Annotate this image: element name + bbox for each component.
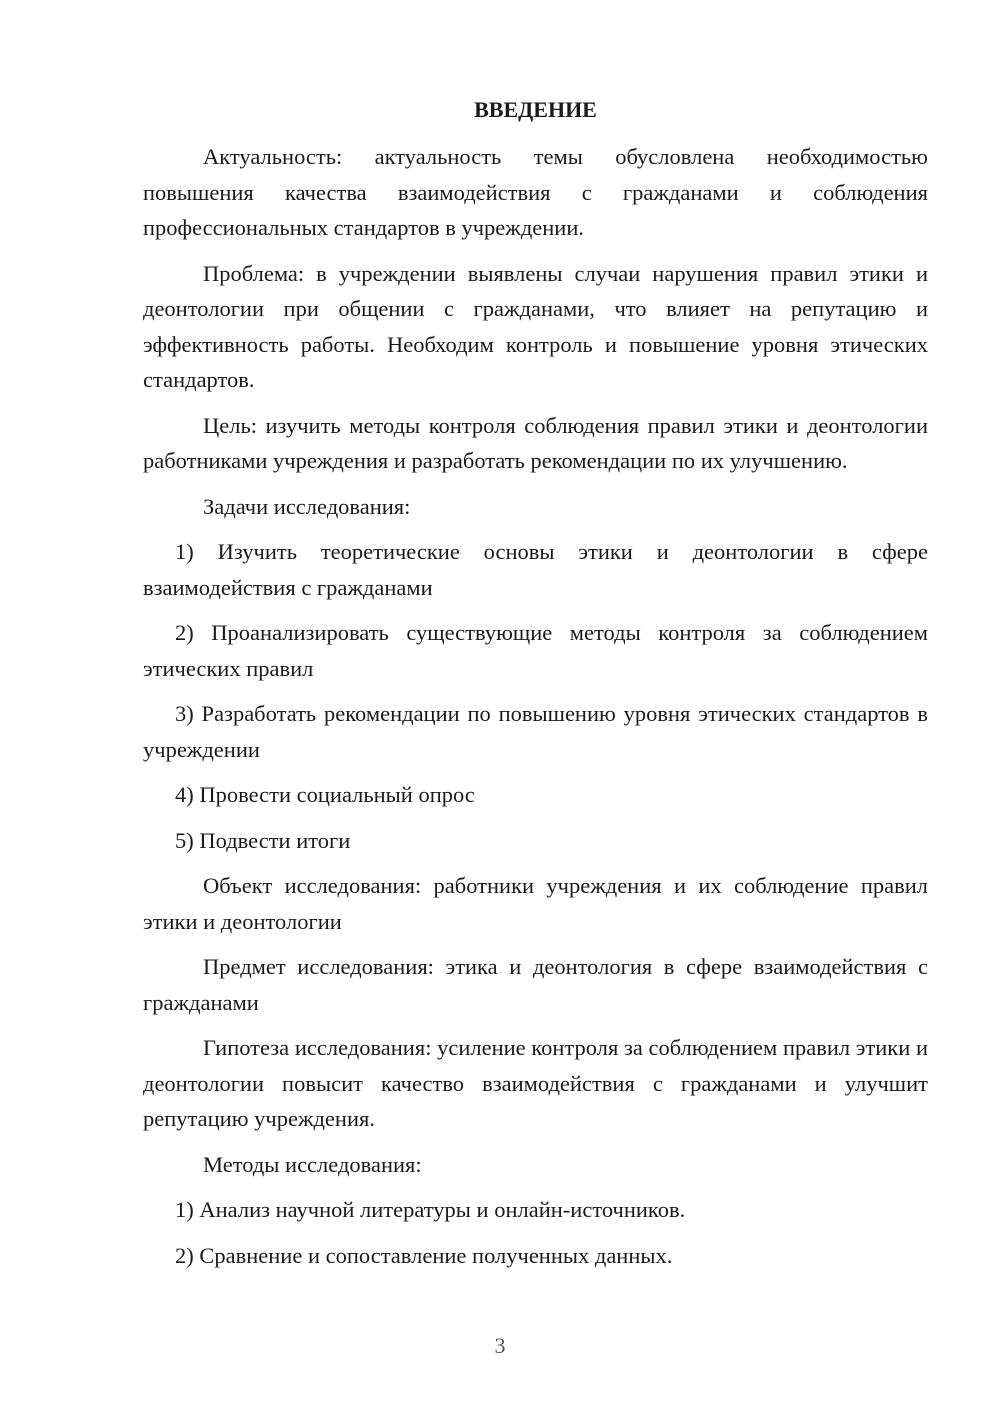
object-paragraph: Объект исследования: работники учреждения и их соблюдение правил этики и деонтологии xyxy=(143,873,928,934)
task-item: 3) Разработать рекомендации по повышению уровня этических стандартов в учреждении xyxy=(143,701,928,762)
page-title: ВВЕДЕНИЕ xyxy=(474,97,597,122)
tasks-heading: Задачи исследования: xyxy=(203,493,411,519)
method-item: 1) Анализ научной литературы и онлайн-источников. xyxy=(175,1197,686,1222)
hypothesis-paragraph: Гипотеза исследования: усиление контроля за соблюдением правил этики и деонтологии повысит качество взаимодействия с гражданами и улучшит репутацию учреждения. xyxy=(143,1035,928,1131)
subject-paragraph: Предмет исследования: этика и деонтология в сфере взаимодействия с гражданами xyxy=(143,954,928,1015)
method-item: 2) Сравнение и сопоставление полученных данных. xyxy=(175,1242,673,1268)
relevance-paragraph: Актуальность: актуальность темы обусловлена необходимостью повышения качества взаимодействия с гражданами и соблюдения профессиональных стандартов в учреждении. xyxy=(143,144,928,240)
goal-paragraph: Цель: изучить методы контроля соблюдения правил этики и деонтологии работниками учреждения и разработать рекомендации по их улучшению. xyxy=(143,412,928,473)
problem-paragraph: Проблема: в учреждении выявлены случаи нарушения правил этики и деонтологии при общении с гражданами, что влияет на репутацию и эффективность работы. Необходим контроль и повышение уровня этических стандартов. xyxy=(143,260,928,392)
page-number: 3 xyxy=(494,1333,506,1358)
methods-heading: Методы исследования: xyxy=(203,1151,422,1177)
task-item: 5) Подвести итоги xyxy=(175,827,351,853)
task-item: 2) Проанализировать существующие методы контроля за соблюдением этических правил xyxy=(143,620,928,681)
task-item: 1) Изучить теоретические основы этики и деонтологии в сфере взаимодействия с гражданами xyxy=(143,539,928,600)
task-item: 4) Провести социальный опрос xyxy=(175,782,475,807)
document-page xyxy=(143,95,928,1283)
